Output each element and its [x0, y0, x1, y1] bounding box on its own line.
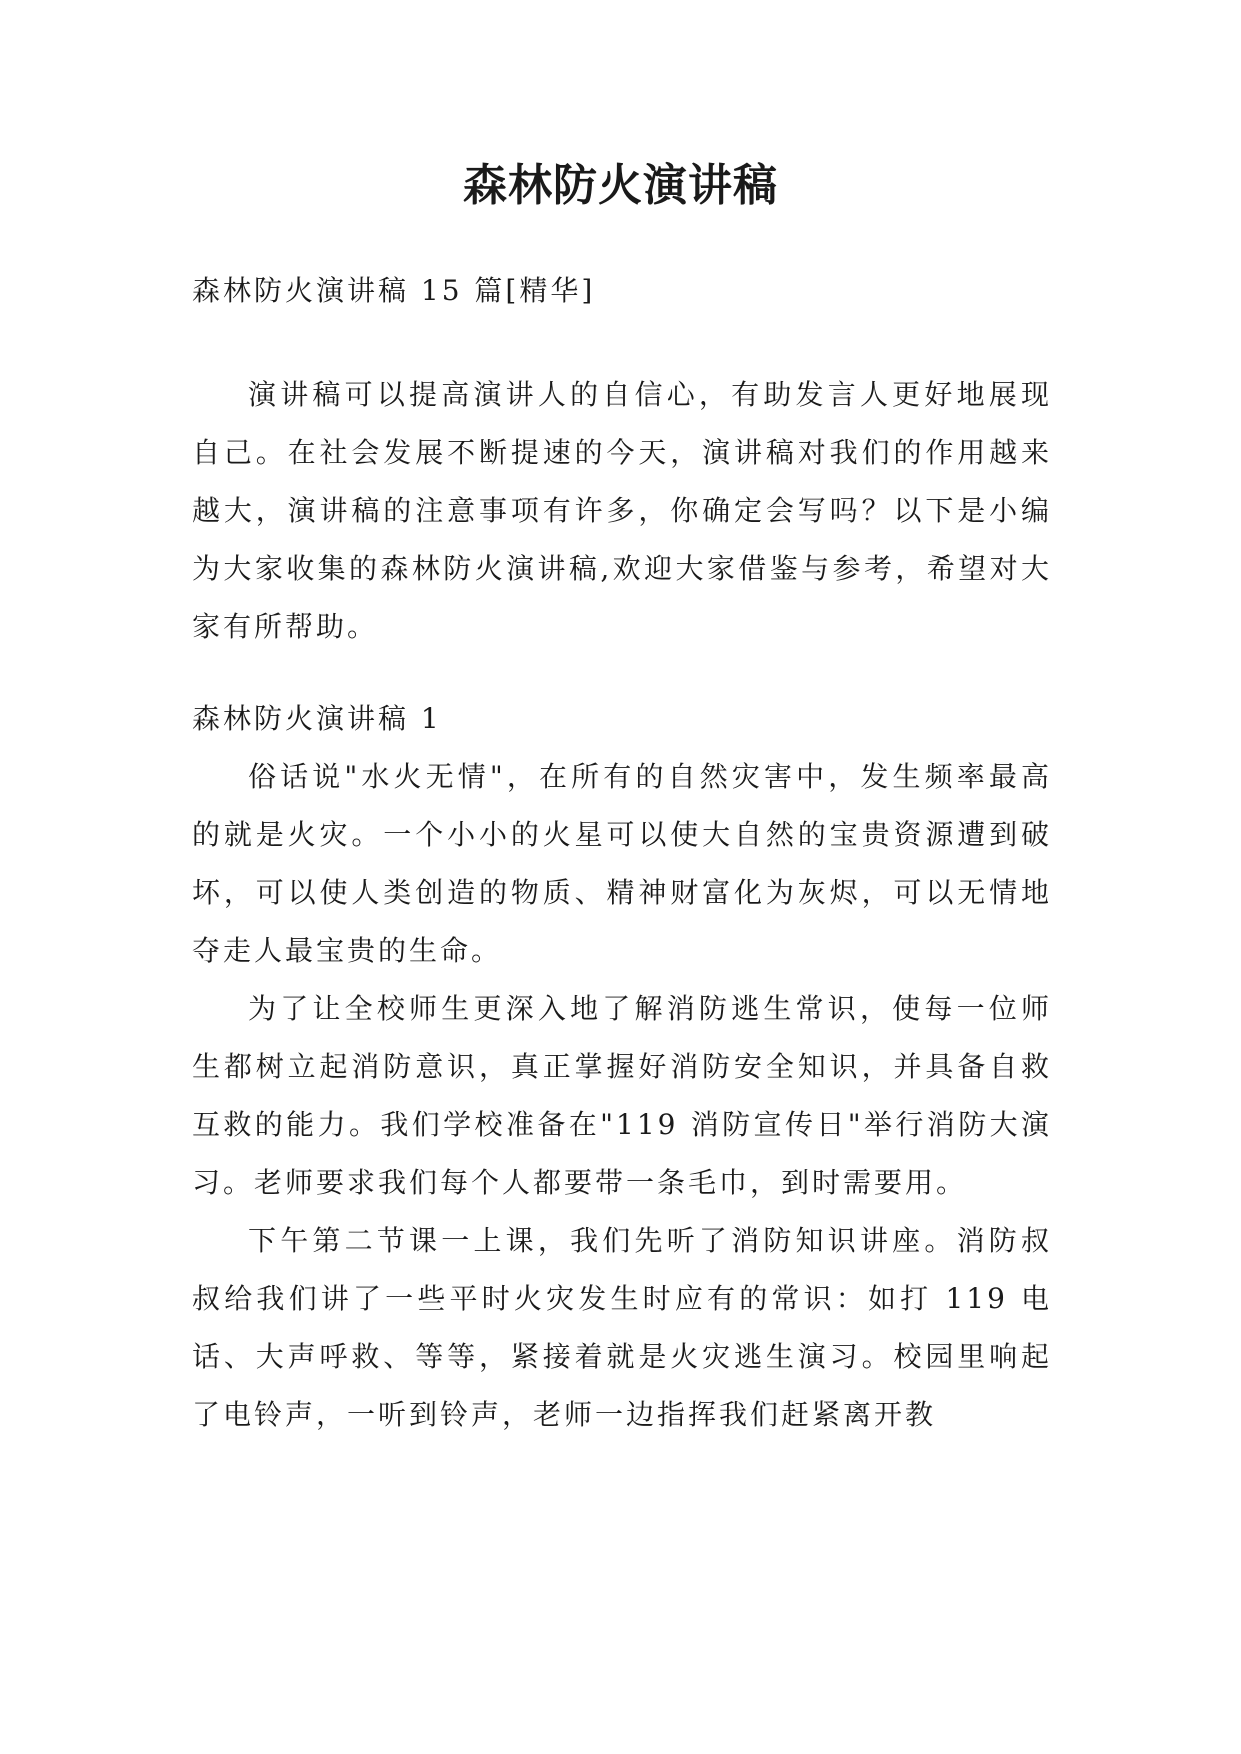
intro-paragraph: 演讲稿可以提高演讲人的自信心，有助发言人更好地展现自己。在社会发展不断提速的今天，演讲稿对我们的作用越来越大，演讲稿的注意事项有许多，你确定会写吗？以下是小编为大家收集的森林防火演讲稿,欢迎大家借鉴与参考，希望对大家有所帮助。 [192, 378, 1052, 643]
document-subtitle: 森林防火演讲稿 15 篇[精华] [192, 274, 596, 307]
body-paragraph: 为了让全校师生更深入地了解消防逃生常识，使每一位师生都树立起消防意识，真正掌握好消防安全知识，并具备自救互救的能力。我们学校准备在"119 消防宣传日"举行消防大演习。老师要求我们每个人都要带一条毛巾，到时需要用。 [192, 992, 1052, 1199]
body-paragraph: 俗话说"水火无情"，在所有的自然灾害中，发生频率最高的就是火灾。一个小小的火星可以使大自然的宝贵资源遭到破坏，可以使人类创造的物质、精神财富化为灰烬，可以无情地夺走人最宝贵的生命。 [192, 760, 1052, 967]
section-heading: 森林防火演讲稿 1 [192, 702, 442, 735]
document-title: 森林防火演讲稿 [463, 160, 778, 211]
section-spacer [192, 656, 1052, 690]
document-body [192, 262, 1052, 1444]
body-paragraph: 下午第二节课一上课，我们先听了消防知识讲座。消防叔叔给我们讲了一些平时火灾发生时应有的常识：如打 119 电话、大声呼救、等等，紧接着就是火灾逃生演习。校园里响起了电铃声，一听到铃声，老师一边指挥我们赶紧离开教 [192, 1224, 1052, 1431]
